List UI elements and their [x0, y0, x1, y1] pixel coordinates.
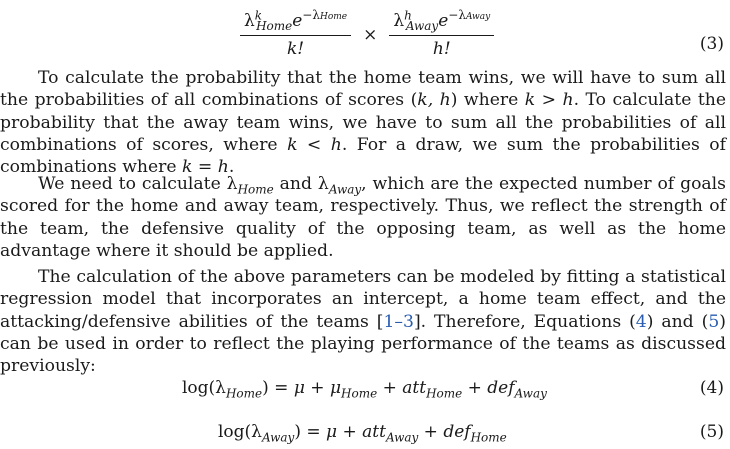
text-run: We need to calculate	[38, 174, 227, 194]
equation-3	[240, 10, 494, 60]
equation-number-5: (5)	[699, 422, 724, 442]
equation-number-3: (3)	[699, 34, 724, 54]
euler-e: e	[292, 11, 303, 31]
equation-5	[218, 422, 507, 445]
plus-sign: +	[462, 378, 488, 398]
fraction-away	[389, 10, 494, 60]
def-term: def	[443, 422, 471, 442]
subscript-home: Home	[225, 386, 263, 401]
math-k-equals-h: k = h	[182, 157, 229, 178]
text-run: To calculate the probability that the home team wins, we will have to sum all the probabilities of all combinations of scores (	[0, 68, 726, 111]
fraction-away-denominator: h!	[432, 39, 451, 59]
math-k-greater-h: k > h	[524, 90, 574, 111]
plus-sign: +	[304, 378, 330, 398]
times-sign: ×	[363, 25, 378, 45]
euler-e: e	[438, 11, 449, 31]
exponent-neg-lambda: −λ	[302, 8, 320, 23]
exponent-subscript-away: Away	[465, 12, 491, 23]
exponent-neg-lambda: −λ	[448, 8, 466, 23]
paragraph-1	[0, 67, 726, 178]
exponent-h: h	[404, 8, 412, 23]
fraction-home	[240, 10, 351, 60]
mu-symbol: μ	[326, 422, 338, 442]
math-k-h: k, h	[417, 90, 451, 111]
text-run: . To calculate the probability that the away team wins, we have to sum all the probabilities of all combinations of scores, where	[0, 90, 726, 155]
mu-symbol: μ	[329, 378, 342, 398]
mu-symbol: μ	[293, 378, 305, 398]
text-run: ) where	[450, 90, 525, 111]
subscript-away: Away	[514, 386, 547, 401]
subscript-away: Away	[261, 430, 295, 445]
lambda-symbol: λ	[393, 11, 405, 31]
subscript-home: Home	[341, 386, 378, 401]
fraction-home-denominator: k!	[286, 39, 305, 59]
lambda-away: λ	[317, 174, 329, 194]
text-run: . For a draw, we sum the probabilities of combinations where	[0, 134, 726, 178]
text-run: ]. Therefore, Equations (	[413, 311, 636, 332]
text-run: ) and (	[646, 311, 709, 332]
text-run: ) can be used in order to reflect the playing performance of the teams as discussed previously:	[0, 311, 726, 377]
subscript-home: Home	[237, 182, 274, 197]
subscript-home: Home	[426, 386, 463, 401]
def-term: def	[487, 378, 515, 398]
math-run: ) =	[294, 422, 326, 442]
text-run: , which are the expected number of goals scored for the home and away team, respectively. Thus, we reflect the strength of the team, the defensive quality of the opposing team, as well as the home advantage where it should be applied.	[0, 174, 726, 261]
math-run: ) =	[262, 378, 294, 398]
subscript-away: Away	[405, 19, 439, 34]
text-run: The calculation of the above parameters can be modeled by fitting a statistical regression model that incorporates an intercept, a home team effect, and the attacking/defensive abilities of the teams [	[0, 267, 726, 332]
subscript-home: Home	[470, 430, 507, 445]
paragraph-2	[0, 173, 726, 262]
subscript-away: Away	[328, 182, 362, 197]
equation-5-link[interactable]: 5	[708, 311, 720, 332]
lambda-home: λ	[226, 174, 238, 194]
text-run: .	[228, 157, 235, 178]
att-term: att	[402, 378, 427, 398]
text-run: and	[273, 174, 318, 194]
subscript-home: Home	[256, 19, 293, 34]
math-run: log(λ	[182, 378, 226, 398]
plus-sign: +	[337, 422, 363, 442]
equation-number-4: (4)	[699, 378, 724, 398]
exponent-k: k	[254, 8, 263, 23]
math-run: log(λ	[218, 422, 262, 442]
att-term: att	[362, 422, 386, 442]
citation-link[interactable]: 1–3	[383, 311, 414, 332]
plus-sign: +	[418, 422, 444, 442]
plus-sign: +	[377, 378, 403, 398]
math-k-less-h: k < h	[287, 134, 342, 155]
equation-4	[182, 378, 547, 401]
paragraph-3	[0, 266, 726, 377]
fraction-home-numerator	[240, 10, 351, 36]
fraction-away-numerator	[389, 10, 494, 36]
exponent-subscript-home: Home	[319, 12, 348, 23]
equation-4-link[interactable]: 4	[635, 311, 647, 332]
subscript-away: Away	[385, 430, 419, 445]
lambda-symbol: λ	[244, 11, 255, 31]
